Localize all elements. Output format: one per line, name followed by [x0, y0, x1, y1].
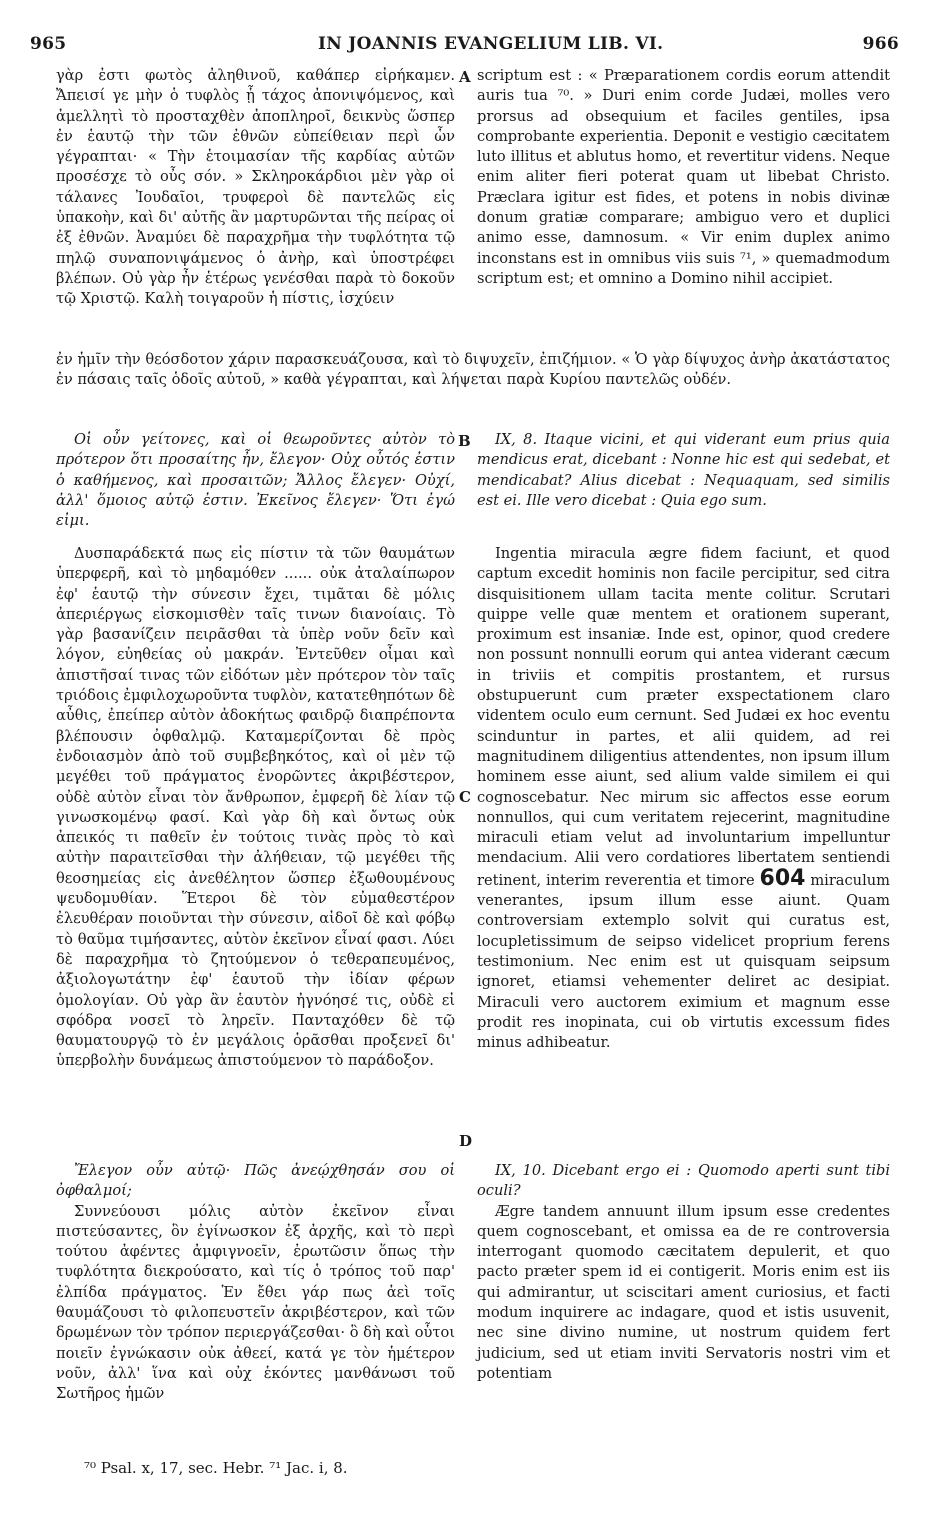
latin-column-top: [477, 66, 890, 289]
greek-column-lemma1: [56, 430, 455, 531]
greek-spanning-text: ἐν ἡμῖν τὴν θεόσδοτον χάριν παρασκευάζουσα, καὶ τὸ διψυχεῖν, ἐπιζήμιον. « Ὁ γὰρ δίψυχος ἀνὴρ ἀκατάστατος ἐν πάσαις ταῖς ὁδοῖς αὐτοῦ, » καθὰ γέγραπται, καὶ λήψεται παρὰ Κυρίου παντελῶς οὐδέν.: [56, 351, 890, 389]
margin-marker-b: B: [458, 432, 471, 450]
latin-column-body1: [477, 544, 890, 1053]
latin-text: miraculum venerantes, ipsum illum esse aiunt. Quam controversiam extemplo solvit qui curatus est, locupletissimum de seipso videlicet proprium ferens testimonium. Nec enim est ut quisquam seipsum ignoret, etiamsi vehementer deliret ac desipiat. Miraculi vero auctorem eximium et magnum esse prodit res inopinata, cui ob virtutis excessum fides minus adhibeatur.: [477, 871, 890, 1052]
column-number: 604: [759, 865, 806, 891]
latin-column-lemma2: [477, 1161, 890, 1384]
greek-paragraph: Δυσπαράδεκτά πως εἰς πίστιν τὰ τῶν θαυμάτων ὑπερφερῆ, καὶ τὸ μηδαμόθεν ...... οὐκ ἀταλαίπωρον ἐφ' ἑαυτῷ τὴν σύνεσιν ἔχει, τιμᾶται δὲ μόλις ἀπεριέργως εἰσκομισθὲν ταῖς τινων διανοίαις. Τὸ γὰρ βασανίζειν πειρᾶσθαι τὰ ὑπὲρ νοῦν δεῖν καὶ λόγον, εὐηθείας οὐ μακράν. Ἐντεῦθεν οἶμαι καὶ ἀπιστῆσαί τινας τῶν εἰδότων μὲν πρότερον τὸν ταῖς τριόδοις ἐμφιλοχωροῦντα τυφλὸν, κατατεθηπότων δὲ αὖθις, ἐπείπερ αὐτὸν ἀδοκήτως φαιδρῷ διαπρέποντα βλέπουσιν ὀφθαλμῷ. Καταμερίζονται δὲ πρὸς ἐνδοιασμὸν ἀπὸ τοῦ συμβεβηκότος, καὶ οἱ μὲν τῷ μεγέθει τοῦ πράγματος ἐνορῶντες ἀκριβέστερον, οὐδὲ αὐτὸν εἶναι τὸν ἄνθρωπον, ἐμφερῆ δὲ λίαν τῷ γινωσκομένῳ φασί. Καὶ γὰρ δὴ καὶ ὄντως οὐκ ἀπεικός τι παθεῖν ἐν τούτοις τινὰς πρὸς τὸ καὶ αὐτὴν παραιτεῖσθαι τὴν ἀλήθειαν, τῷ μεγέθει τῆς θεοσημείας εἰς ἀνεθέλητον ὥσπερ ἐξωθουμένους ψευδομυθίαν. Ἕτεροι δὲ τὸν εὐμαθεστέρον ἐλευθέραν ποιοῦνται τὴν σύνεσιν, αἰδοῖ δὲ καὶ φόβῳ τὸ θαῦμα τιμήσαντες, αὐτὸν ἐκεῖνον εἶναί φασι. Λύει δὲ παραχρῆμα τὸ ζητούμενον ὁ τεθεραπευμένος, ἀξιολογωτάτην ἐφ' ἑαυτοῦ τὴν ἰδίαν φέρων ὁμολογίαν. Οὐ γὰρ ἂν ἑαυτὸν ἠγνόησέ τις, οὐδὲ εἰ σφόδρα νοσεῖ τὸ ληρεῖν. Πανταχόθεν δὲ τῷ θαυματουργῷ τὸ ἐν μεγάλοις ὁρᾶσθαι προξενεῖ δι' ὑπερβολὴν δυνάμεως ἀπιστούμενον τὸ παράδοξον.: [56, 545, 455, 1070]
footnotes: ⁷⁰ Psal. x, 17, sec. Hebr. ⁷¹ Jac. i, 8.: [84, 1459, 348, 1477]
latin-paragraph: Ægre tandem annuunt illum ipsum esse credentes quem cognoscebant, et omissa ea de re controversia interrogant quomodo cæcitatem depulerit, et quo pacto præter spem id ei contigerit. Moris enim est iis qui admirantur, ut sciscitari ament curiosius, et facti modum inquirere ac indagare, quod et istis usuvenit, nec sine divino numine, ut nostrum quidem fert judicium, sed ut etiam inviti Servatoris nostri vim et potentiam: [477, 1202, 890, 1382]
margin-marker-a: A: [459, 68, 471, 86]
margin-marker-d: D: [459, 1132, 473, 1150]
latin-lemma: IX, 8. Itaque vicini, et qui viderant eum prius quia mendicus erat, dicebant : Nonne hic est qui sedebat, et mendicabat? Alius dicebat : Nequaquam, sed similis est ei. Ille vero dicebat : Quia ego sum.: [477, 431, 890, 509]
running-title: IN JOANNIS EVANGELIUM LIB. VI.: [318, 34, 664, 54]
greek-column-top: [56, 66, 455, 310]
greek-paragraph: γὰρ ἐστι φωτὸς ἀληθινοῦ, καθάπερ εἰρήκαμεν. Ἄπεισί γε μὴν ὁ τυφλὸς ᾗ τάχος ἀπονιψόμενος, καὶ ἀμελλητὶ τὸ προσταχθὲν ἀποπληροῖ, δεικνὺς ὥσπερ ἐν ἑαυτῷ τὴν τῶν ἐθνῶν εὐπείθειαν περὶ ὧν γέγραπται· « Τὴν ἑτοιμασίαν τῆς καρδίας αὐτῶν προσέσχε τὸ οὖς σόν. » Σκληροκάρδιοι μὲν γὰρ οἱ τάλανες Ἰουδαῖοι, τρυφεροὶ δὲ παντελῶς εἰς ὑπακοὴν, καὶ δι' αὐτῆς ἂν μαρτυρῶνται τῆς πείρας οἱ ἐξ ἐθνῶν. Ἀναμύει δὲ παραχρῆμα τὴν τυφλότητα τῷ πηλῷ συναπονιψάμενος ὁ ἀνὴρ, καὶ ὑποστρέφει βλέπων. Οὐ γὰρ ἦν ἑτέρως γενέσθαι παρὰ τὸ δοκοῦν τῷ Χριστῷ. Καλὴ τοιγαροῦν ἡ πίστις, ἰσχύειν: [56, 67, 455, 308]
margin-marker-c: C: [459, 788, 471, 806]
greek-column-lemma2: [56, 1161, 455, 1405]
greek-lemma: Οἱ οὖν γείτονες, καὶ οἱ θεωροῦντες αὐτὸν τὸ πρότερον ὅτι προσαίτης ἦν, ἔλεγον· Οὐχ οὗτός ἐστιν ὁ καθήμενος, καὶ προσαιτῶν; Ἄλλος ἔλεγεν· Οὐχί, ἀλλ' ὅμοιος αὐτῷ ἐστιν. Ἐκεῖνος ἔλεγεν· Ὅτι ἐγώ εἰμι.: [56, 431, 455, 530]
greek-paragraph: Συννεύουσι μόλις αὐτὸν ἐκεῖνον εἶναι πιστεύσαντες, ὃν ἐγίνωσκον ἐξ ἀρχῆς, καὶ τὸ περὶ τούτου ἀφέντες ἀμφιγνοεῖν, ἐρωτῶσιν ὅπως τὴν τυφλότητα διεκρούσατο, καὶ τίς ὁ τρόπος τοῦ παρ' ἐλπίδα πράγματος. Ἐν ἔθει γάρ πως ἀεὶ τοῖς θαυμάζουσι τὸ φιλοπευστεῖν ἀκριβέστερον, καὶ τῶν δρωμένων τὸν τρόπον περιεργάζεσθαι· ὃ δὴ καὶ οὗτοι ποιεῖν ἐγνώκασιν οὐκ ἀθεεί, κατά γε τὸν ἡμέτερον νοῦν, ἀλλ' ἵνα καὶ οὐχ ἑκόντες μανθάνωσι τοῦ Σωτῆρος ἡμῶν: [56, 1202, 455, 1403]
greek-lemma: Ἔλεγον οὖν αὐτῷ· Πῶς ἀνεῴχθησάν σου οἱ ὀφθαλμοί;: [56, 1162, 455, 1200]
latin-paragraph: scriptum est : « Præparationem cordis eorum attendit auris tua ⁷⁰. » Duri enim corde Judæi, molles vero prorsus ad obsequium et faciles gentiles, ipsa comprobante experientia. Deponit e vestigio cæcitatem luto illitus et ablutus homo, et revertitur videns. Neque enim aliter fieri poterat quam ut libebat Christo. Præclara igitur est fides, et potens in nobis divinæ donum gratiæ comparare; ambiguo vero et duplici animo esse, damnosum. « Vir enim duplex animo inconstans est in omnibus viis suis ⁷¹, » quemadmodum scriptum est; et omnino a Domino nihil accipiet.: [477, 67, 890, 287]
greek-column-body1: [56, 544, 455, 1072]
latin-column-lemma1: [477, 430, 890, 511]
page-number-right: 966: [862, 34, 899, 54]
page-number-left: 965: [30, 34, 67, 54]
latin-paragraph: [477, 544, 890, 1053]
latin-lemma: IX, 10. Dicebant ergo ei : Quomodo aperti sunt tibi oculi?: [477, 1162, 890, 1200]
latin-text: Ingentia miracula ægre fidem faciunt, et quod captum excedit hominis non facile percipitur, sed citra disquisitionem ullam tacita mente colitur. Scrutari quippe velle quæ mentem et orationem superant, proximum est insaniæ. Inde est, opinor, quod credere non possunt nonnulli eorum qui antea viderant cæcum in triviis et compitis prostantem, et rursus obstupuerunt cum præter exspectationem claro videntem oculo eum cernunt. Sed Judæi ex hoc eventu scinduntur in partes, et alii quidem, ad rei magnitudinem diligentius attendentes, non ipsum illum hominem esse aiunt, sed alium valde similem ei qui cognoscebatur. Nec mirum sic affectos esse eorum nonnullos, qui cum veritatem rejecerint, magnitudine miraculi etiam velut ad involuntarium impelluntur mendacium. Alii vero cordatiores libertatem sentiendi retinent, interim reverentia et timore: [477, 545, 890, 889]
